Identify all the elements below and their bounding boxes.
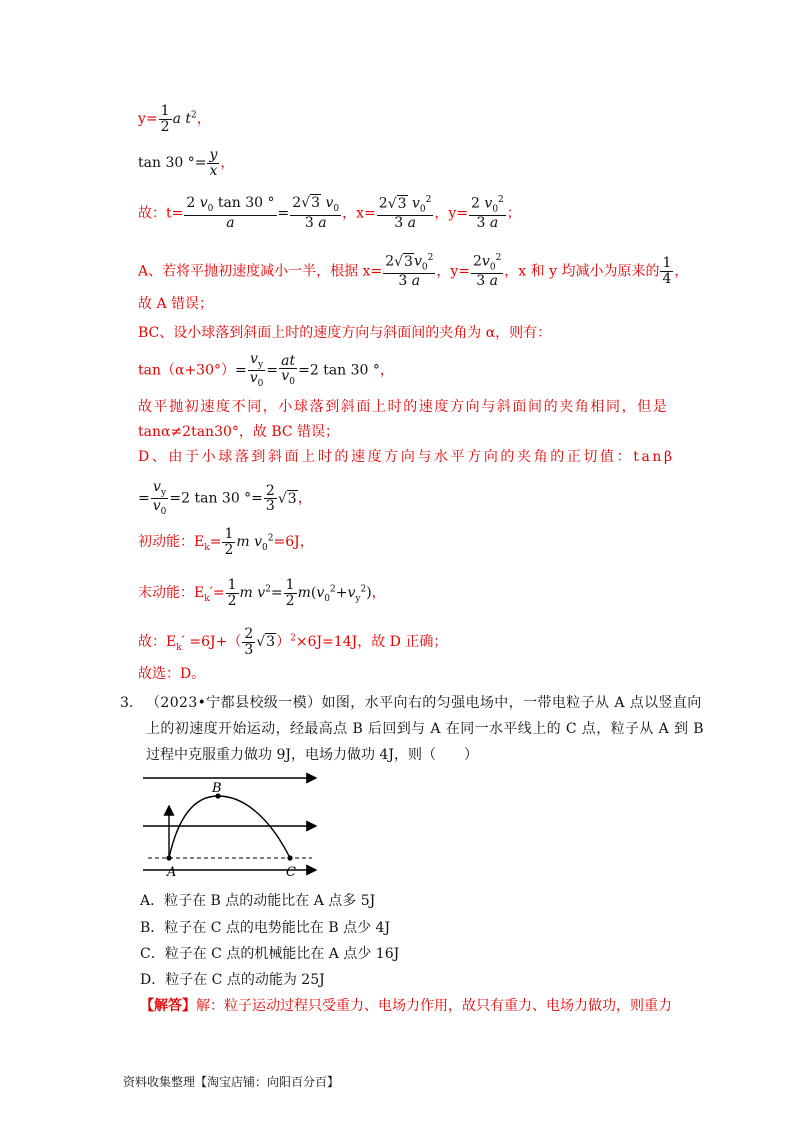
answer-tag: 【解答】 [140, 998, 196, 1014]
point-a-dot [166, 855, 171, 860]
formula-final-kinetic-energy: 末动能：$E_k'=$ $\frac{1}{2}$ m $v^2=$ $\frac{1}{2}$ $m(v_0^2+v_y^2)$， [138, 577, 386, 609]
formula-y-displacement: y= $\frac{1}{2}$ a $t^2$， [138, 103, 211, 135]
trajectory-curve [169, 796, 290, 858]
formula-initial-kinetic-energy: 初动能：$E_k=$ $\frac{1}{2}$ m $v_0^2=6J$， [138, 526, 314, 558]
formula-tan-alpha-plus-30: tan（α+30°）= $\frac{v_y}{v_0}$ = $\frac{at}{v_0}$ =2 tan 30 °， [138, 351, 394, 390]
option-c: C．粒子在 C 点的机械能比在 A 点少 16J [140, 946, 400, 962]
text-line-5: 故 A 错误； [138, 296, 214, 312]
label-c: C [286, 865, 296, 878]
text-line-10: D、由于小球落到斜面上时的速度方向与水平方向的夹角的正切值：tanβ [138, 449, 675, 465]
point-c-dot [287, 855, 292, 860]
text-line-8: 故平抛初速度不同，小球落到斜面上时的速度方向与斜面间的夹角相同，但是 [138, 399, 669, 415]
answer-text: 解：粒子运动过程只受重力、电场力作用，故只有重力、电场力做功，则重力 [196, 998, 672, 1014]
label-b: B [212, 781, 222, 796]
footer-source: 资料收集整理【淘宝店铺：向阳百分百】 [123, 1075, 340, 1089]
formula-tan30: tan 30 °= $\frac{y}{x}$ ， [138, 147, 235, 179]
question-line-3: 过程中克服重力做功 9J，电场力做功 4J，则（ ） [146, 747, 478, 763]
option-a-analysis: A、若将平抛初速度减小一半，根据 x= $\frac{2√3v_0^2}{3 a}$ ，y= $\frac{2v_0^2}{3 a}$ ，x 和 y 均减小为原来的 $\frac{1}{4}$ ， [138, 253, 689, 289]
label-a: A [167, 865, 177, 878]
formula-t-x-y: 故：t= $\frac{2 v_0 \tan 30 ^\circ}{a}$ = $\frac{2√3 v_0}{3 a}$ ，x= $\frac{2√3 v_0^2}{3 a}$ ，y= $\frac{2 v_0^2}{3 a}$ ； [138, 195, 521, 231]
question-line-2: 上的初速度开始运动，经最高点 B 后回到与 A 在同一水平线上的 C 点，粒子从 A 到 B [146, 721, 704, 737]
formula-tan-beta: = $\frac{v_y}{v_0}$ =2 tan 30 °= $\frac{2}{3}$ √3， [138, 479, 312, 518]
formula-conclusion-d: 故：$E_k' =6J+$（ $\frac{2}{3}$ √3）$^2$×6J=14J，故 D 正确； [138, 626, 448, 658]
electric-field-diagram [140, 768, 320, 878]
text-line-6: BC、设小球落到斜面上时的速度方向与斜面间的夹角为 α，则有： [138, 325, 552, 341]
option-d: D．粒子在 C 点的动能为 25J [140, 972, 325, 988]
text-line-9: tanα≠2tan30°，故 BC 错误； [138, 424, 340, 440]
answer-line [140, 999, 672, 1013]
question-line-1: （2023•宁都县校级一模）如图，水平向右的匀强电场中，一带电粒子从 A 点以竖直向 [146, 695, 702, 711]
option-a: A．粒子在 B 点的动能比在 A 点多 5J [140, 893, 376, 909]
question-number: 3. [120, 695, 134, 711]
text-line-15: 故选：D。 [138, 666, 206, 682]
option-b: B．粒子在 C 点的电势能比在 B 点少 4J [140, 920, 391, 936]
